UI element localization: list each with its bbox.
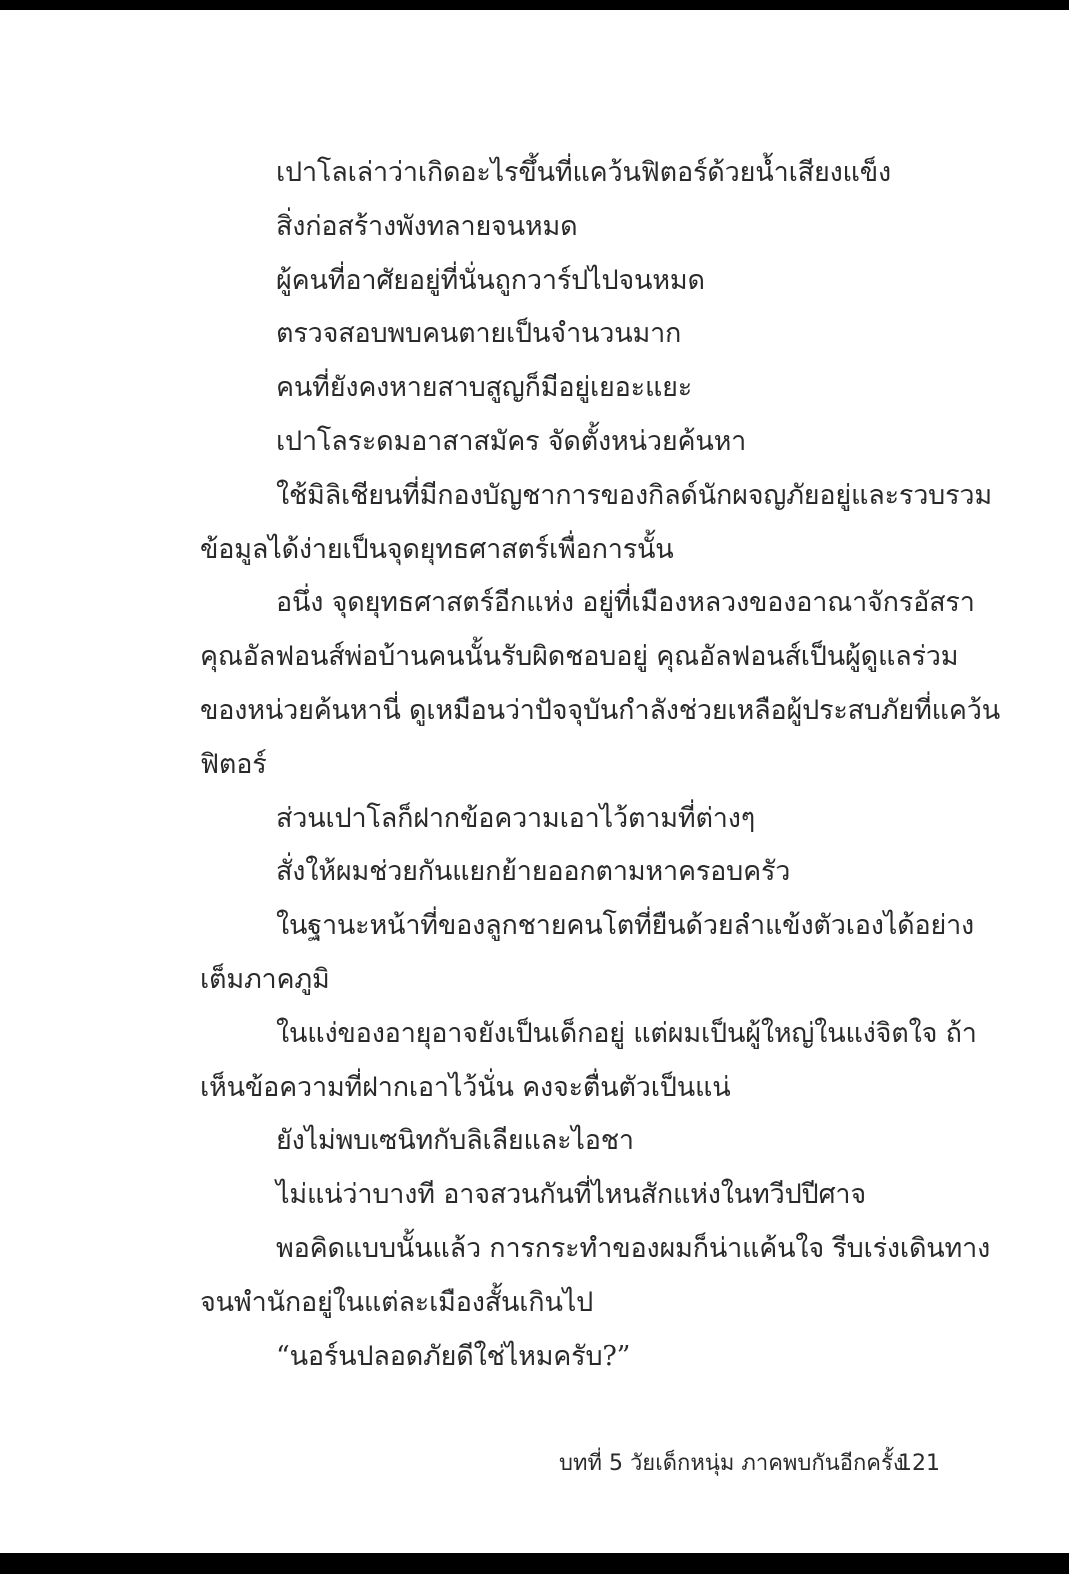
body-line: สั่งให้ผมช่วยกันแยกย้ายออกตามหาครอบครัว [276,856,791,888]
body-line: อนึ่ง จุดยุทธศาสตร์อีกแห่ง อยู่ที่เมืองหลวงของอาณาจักรอัสรา [276,587,975,619]
body-line: จนพำนักอยู่ในแต่ละเมืองสั้นเกินไป [200,1286,594,1318]
body-line: ในแง่ของอายุอาจยังเป็นเด็กอยู่ แต่ผมเป็นผู้ใหญ่ในแง่จิตใจ ถ้า [276,1017,977,1049]
body-line: ยังไม่พบเซนิทกับลิเลียและไอชา [276,1125,634,1157]
page-body [200,146,1000,1383]
body-line: เปาโลระดมอาสาสมัคร จัดตั้งหน่วยค้นหา [276,425,747,457]
top-border [0,0,1069,10]
body-line: ตรวจสอบพบคนตายเป็นจำนวนมาก [276,318,682,350]
body-line: เต็มภาคภูมิ [200,963,330,995]
bottom-border [0,1553,1069,1574]
chapter-title: บทที่ 5 วัยเด็กหนุ่ม ภาคพบกันอีกครั้ง [559,1451,904,1476]
page-number: 121 [898,1451,940,1476]
body-line: เปาโลเล่าว่าเกิดอะไรขึ้นที่แคว้นฟิตอร์ด้วยน้ำเสียงแข็ง [276,157,891,188]
body-line: ใช้มิลิเชียนที่มีกองบัญชาการของกิลด์นักผจญภัยอยู่และรวบรวม [276,479,992,511]
body-line: ส่วนเปาโลก็ฝากข้อความเอาไว้ตามที่ต่างๆ [276,802,756,834]
body-line: ผู้คนที่อาศัยอยู่ที่นั่นถูกวาร์ปไปจนหมด [276,264,705,296]
body-line: พอคิดแบบนั้นแล้ว การกระทำของผมก็น่าแค้นใจ รีบเร่งเดินทาง [276,1232,991,1264]
body-line: ข้อมูลได้ง่ายเป็นจุดยุทธศาสตร์เพื่อการนั้น [200,533,674,565]
body-line: “นอร์นปลอดภัยดีใช่ไหมครับ?” [276,1340,631,1372]
body-line: ไม่แน่ว่าบางที อาจสวนกันที่ไหนสักแห่งในทวีปปีศาจ [276,1179,866,1211]
body-line: เห็นข้อความที่ฝากเอาไว้นั่น คงจะตื่นตัวเป็นแน่ [200,1071,731,1103]
body-line: ในฐานะหน้าที่ของลูกชายคนโตที่ยืนด้วยลำแข้งตัวเองได้อย่าง [276,910,975,942]
body-line: คุณอัลฟอนส์พ่อบ้านคนนั้นรับผิดชอบอยู่ คุณอัลฟอนส์เป็นผู้ดูแลร่วม [200,641,959,673]
body-line: สิ่งก่อสร้างพังทลายจนหมด [276,210,578,242]
running-footer [559,1447,940,1481]
body-line: ฟิตอร์ [200,748,267,780]
body-line: ของหน่วยค้นหานี่ ดูเหมือนว่าปัจจุบันกำลังช่วยเหลือผู้ประสบภัยที่แคว้น [200,694,1000,726]
body-line: คนที่ยังคงหายสาบสูญก็มีอยู่เยอะแยะ [276,372,693,404]
